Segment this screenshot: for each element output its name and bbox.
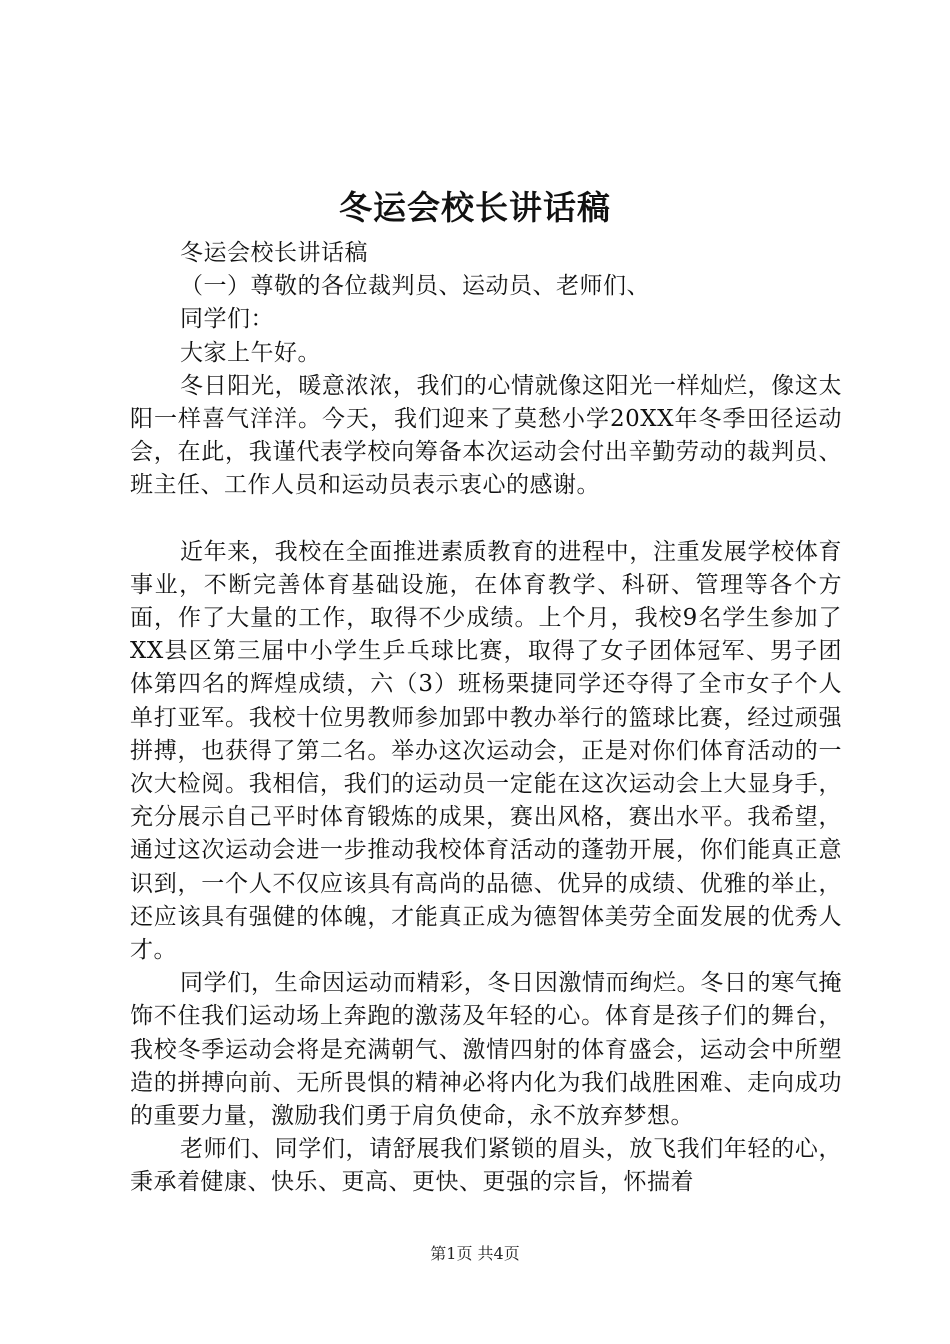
document-title: 冬运会校长讲话稿 bbox=[339, 188, 611, 227]
paragraph: 冬日阳光，暖意浓浓，我们的心情就像这阳光一样灿烂，像这太阳一样喜气洋洋。今天，我们迎来了莫愁小学20XX年冬季田径运动会，在此，我谨代表学校向筹备本次运动会付出辛勤劳动的裁判员、班主任、工作人员和运动员表示衷心的感谢。 bbox=[130, 372, 842, 499]
paragraph: 同学们，生命因运动而精彩，冬日因激情而绚烂。冬日的寒气掩饰不住我们运动场上奔跑的激荡及年轻的心。体育是孩子们的舞台，我校冬季运动会将是充满朝气、激情四射的体育盛会，运动会中所塑造的拼搏向前、无所畏惧的精神必将内化为我们战胜困难、走向成功的重要力量，激励我们勇于肩负使命，永不放弃梦想。 bbox=[130, 970, 842, 1130]
paragraph: 同学们： bbox=[180, 306, 274, 333]
paragraph: （一）尊敬的各位裁判员、运动员、老师们、 bbox=[180, 273, 650, 300]
paragraph: 老师们、同学们，请舒展我们紧锁的眉头，放飞我们年轻的心，秉承着健康、快乐、更高、更快、更强的宗旨，怀揣着 bbox=[130, 1136, 842, 1196]
document-body bbox=[130, 237, 842, 1200]
paragraph: 近年来，我校在全面推进素质教育的进程中，注重发展学校体育事业，不断完善体育基础设施，在体育教学、科研、管理等各个方面，作了大量的工作，取得不少成绩。上个月，我校9名学生参加了XX县区第三届中小学生乒乓球比赛，取得了女子团体冠军、男子团体第四名的辉煌成绩，六（3）班杨栗捷同学还夺得了全市女子个人单打亚军。我校十位男教师参加郢中教办举行的篮球比赛，经过顽强拼搏，也获得了第二名。举办这次运动会，正是对你们体育活动的一次大检阅。我相信，我们的运动员一定能在这次运动会上大显身手，充分展示自己平时体育锻炼的成果，赛出风格，赛出水平。我希望，通过这次运动会进一步推动我校体育活动的蓬勃开展，你们能真正意识到，一个人不仅应该具有高尚的品德、优异的成绩、优雅的举止，还应该具有强健的体魄，才能真正成为德智体美劳全面发展的优秀人才。 bbox=[130, 538, 842, 964]
paragraph: 冬运会校长讲话稿 bbox=[180, 240, 368, 266]
paragraph: 大家上午好。 bbox=[180, 339, 321, 366]
page-footer: 第1页 共4页 bbox=[430, 1244, 520, 1263]
